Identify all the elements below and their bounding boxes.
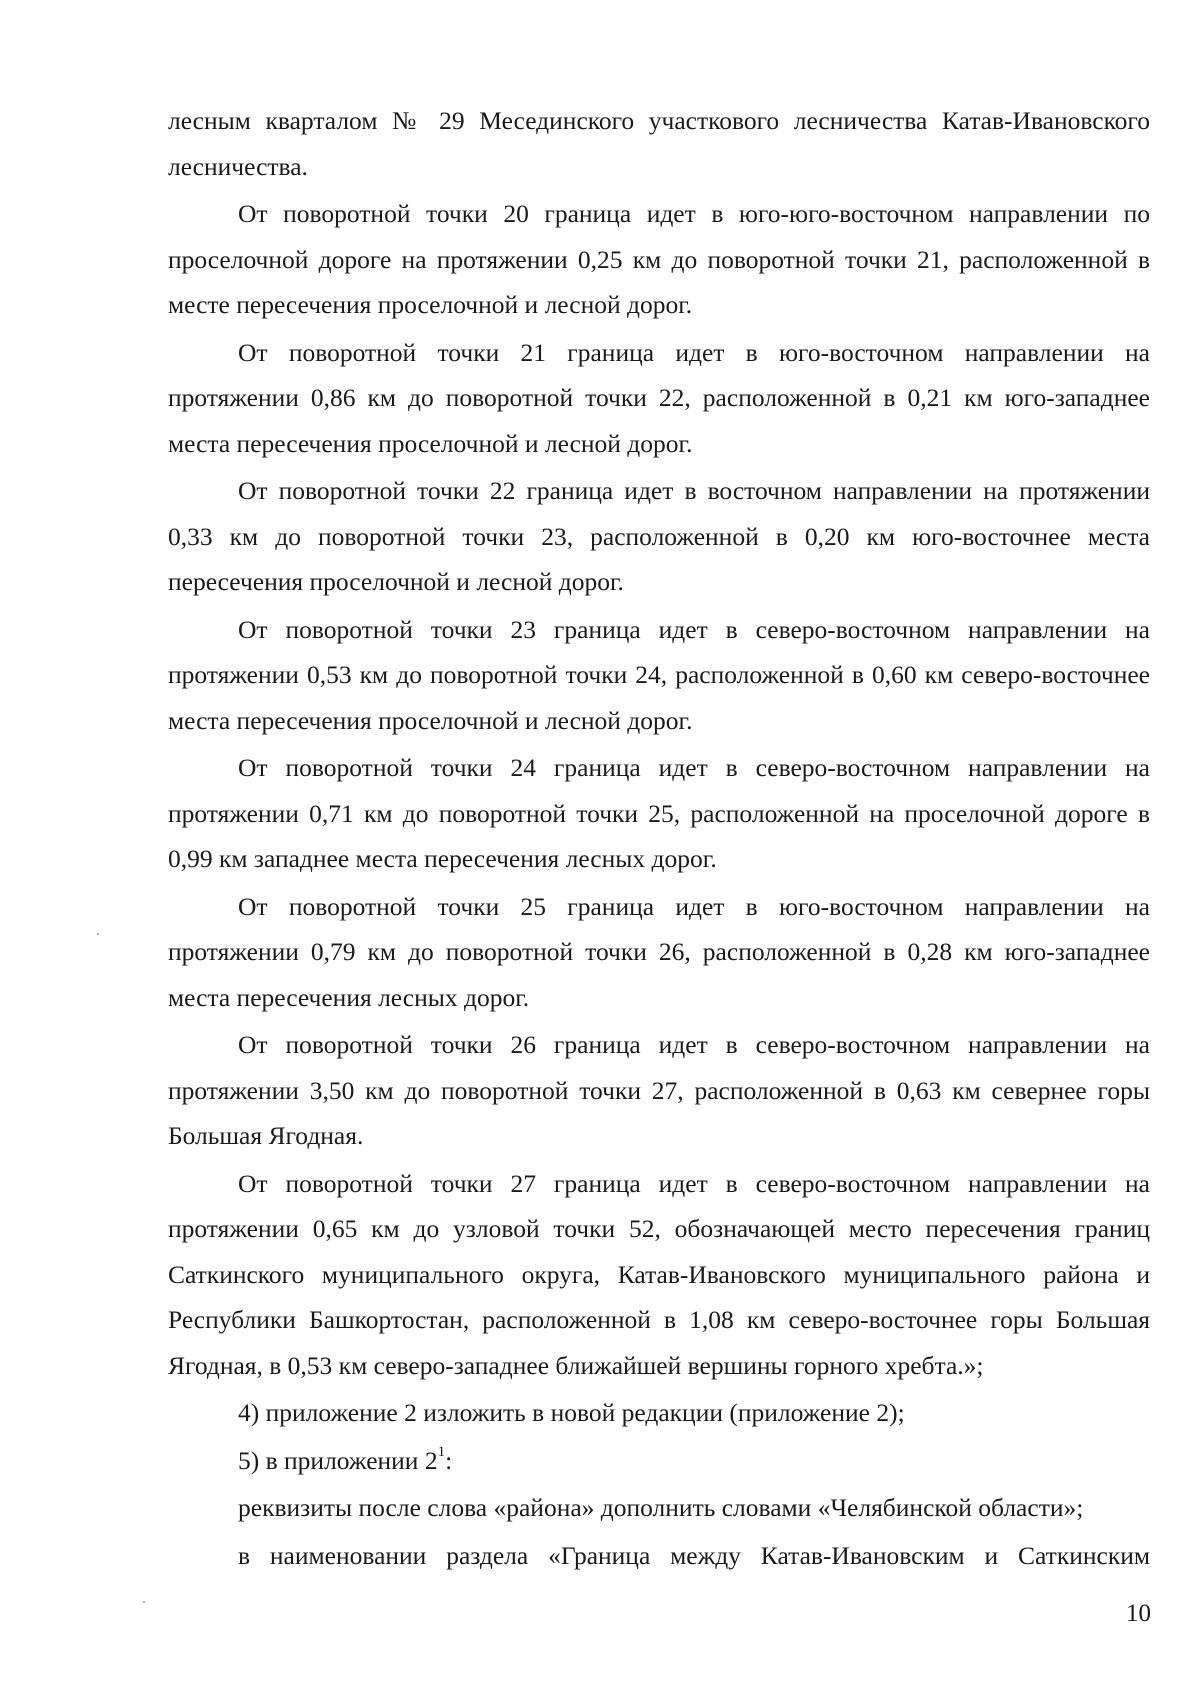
paragraph-requisites: реквизиты после слова «района» дополнить словами «Челябинской области»;: [238, 1493, 1084, 1522]
paragraph-point-27: От поворотной точки 27 граница идет в северо-восточном направлении на протяжении 0,65 км до узловой точки 52, обозначающей место пересечения границ Саткинского муниципального округа, Катав-Ивановского муниципального района и Республики Башкортостан, расположенной в 1,08 км северо-восточнее горы Большая Ягодная, в 0,53 км северо-западнее ближайшей вершины горного хребта.»;: [168, 1168, 1150, 1380]
list-item-5-text: 5) в приложении 2: [238, 1445, 438, 1475]
list-item-4: 4) приложение 2 изложить в новой редакции (приложение 2);: [238, 1398, 905, 1427]
list-item-5-superscript: 1: [437, 1444, 446, 1460]
paragraph-point-25: От поворотной точки 25 граница идет в юго-восточном направлении на протяжении 0,79 км до поворотной точки 26, расположенной в 0,28 км юго-западнее места пересечения лесных дорог.: [168, 891, 1150, 1012]
paragraph-point-23: От поворотной точки 23 граница идет в северо-восточном направлении на протяжении 0,53 км до поворотной точки 24, расположенной в 0,60 км северо-восточнее места пересечения проселочной и лесной дорог.: [168, 614, 1150, 735]
page-number: 10: [1126, 1600, 1151, 1627]
scan-speck: [97, 933, 99, 935]
document-body: [168, 98, 1150, 1580]
scan-speck: [143, 1601, 145, 1603]
list-item-5: [168, 1438, 1150, 1484]
paragraph-point-21: От поворотной точки 21 граница идет в юго-восточном направлении на протяжении 0,86 км до поворотной точки 22, расположенной в 0,21 км юго-западнее места пересечения проселочной и лесной дорог.: [168, 337, 1150, 458]
paragraph-continuation: лесным кварталом № 29 Месединского участкового лесничества Катав-Ивановского лесничества.: [168, 106, 1150, 181]
paragraph-point-20: От поворотной точки 20 граница идет в юго-юго-восточном направлении по проселочной дороге на протяжении 0,25 км до поворотной точки 21, расположенной в месте пересечения проселочной и лесной дорог.: [168, 199, 1150, 319]
list-item-5-colon: :: [445, 1445, 453, 1475]
paragraph-point-22: От поворотной точки 22 граница идет в восточном направлении на протяжении 0,33 км до поворотной точки 23, расположенной в 0,20 км юго-восточнее места пересечения проселочной и лесной дорог.: [168, 476, 1150, 596]
paragraph-section-title: в наименовании раздела «Граница между Катав-Ивановским и Саткинским: [238, 1540, 1150, 1570]
paragraph-point-26: От поворотной точки 26 граница идет в северо-восточном направлении на протяжении 3,50 км до поворотной точки 27, расположенной в 0,63 км севернее горы Большая Ягодная.: [168, 1030, 1150, 1150]
paragraph-point-24: От поворотной точки 24 граница идет в северо-восточном направлении на протяжении 0,71 км до поворотной точки 25, расположенной на проселочной дороге в 0,99 км западнее места пересечения лесных дорог.: [168, 753, 1150, 873]
